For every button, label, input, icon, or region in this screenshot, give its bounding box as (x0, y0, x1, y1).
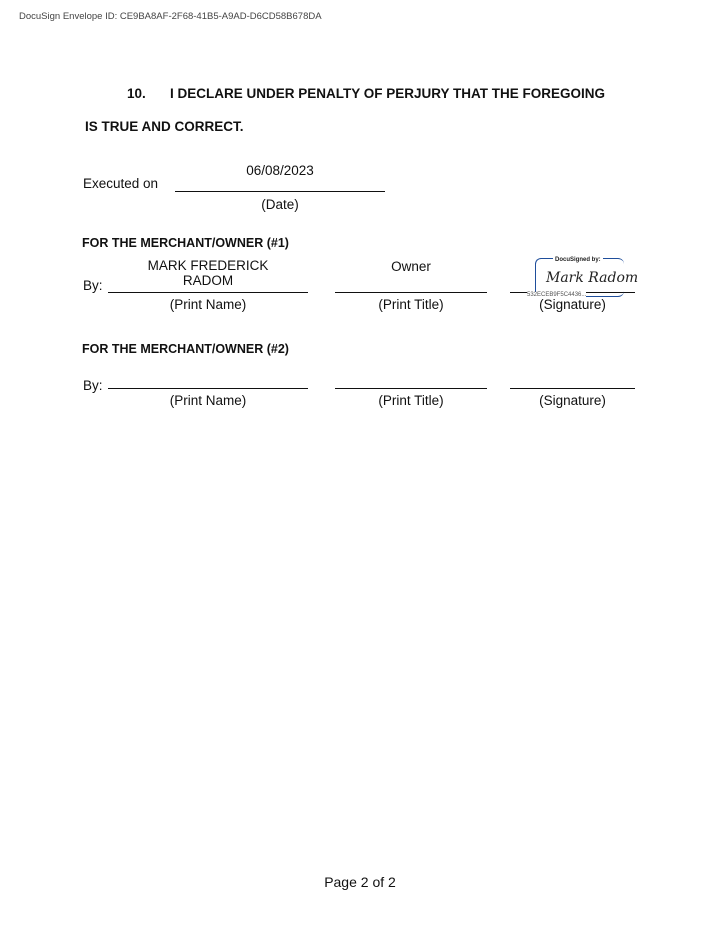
date-caption: (Date) (261, 197, 299, 212)
owner1-by-label: By: (83, 278, 103, 293)
owner1-title-caption: (Print Title) (378, 297, 444, 312)
owner1-name-caption: (Print Name) (169, 297, 247, 312)
owner1-print-name (108, 258, 308, 288)
envelope-id: DocuSign Envelope ID: CE9BA8AF-2F68-41B5-A9AD-D6CD58B678DA (19, 11, 322, 22)
owner2-title-caption: (Print Title) (378, 393, 444, 408)
owner1-print-title: Owner (391, 259, 431, 274)
executed-on-label: Executed on (83, 176, 159, 191)
signature-image: Mark Radom (546, 270, 639, 286)
owner1-name-line (108, 292, 308, 293)
docusign-id: 532ECEB9F5C4436... (527, 292, 587, 298)
declaration-continuation: IS TRUE AND CORRECT. (85, 119, 244, 134)
owner1-title-line (335, 292, 487, 293)
owner2-heading: FOR THE MERCHANT/OWNER (#2) (82, 342, 289, 356)
executed-date-value: 06/08/2023 (246, 163, 314, 178)
owner1-heading: FOR THE MERCHANT/OWNER (#1) (82, 236, 289, 250)
docusign-header: DocuSigned by: (555, 257, 601, 263)
owner2-title-line (335, 388, 487, 389)
owner2-signature-line (510, 388, 635, 389)
owner2-signature-caption: (Signature) (539, 393, 606, 408)
owner2-by-label: By: (83, 378, 103, 393)
date-line (175, 191, 385, 192)
owner2-name-line (108, 388, 308, 389)
page-number: Page 2 of 2 (324, 874, 396, 890)
owner1-name-line1: MARK FREDERICK (147, 258, 269, 273)
owner1-signature-caption: (Signature) (539, 297, 606, 312)
owner2-name-caption: (Print Name) (169, 393, 247, 408)
declaration-text: I DECLARE UNDER PENALTY OF PERJURY THAT THE FOREGOING (170, 86, 606, 101)
owner1-name-line2: RADOM (182, 273, 234, 288)
declaration-number: 10. (127, 86, 146, 101)
